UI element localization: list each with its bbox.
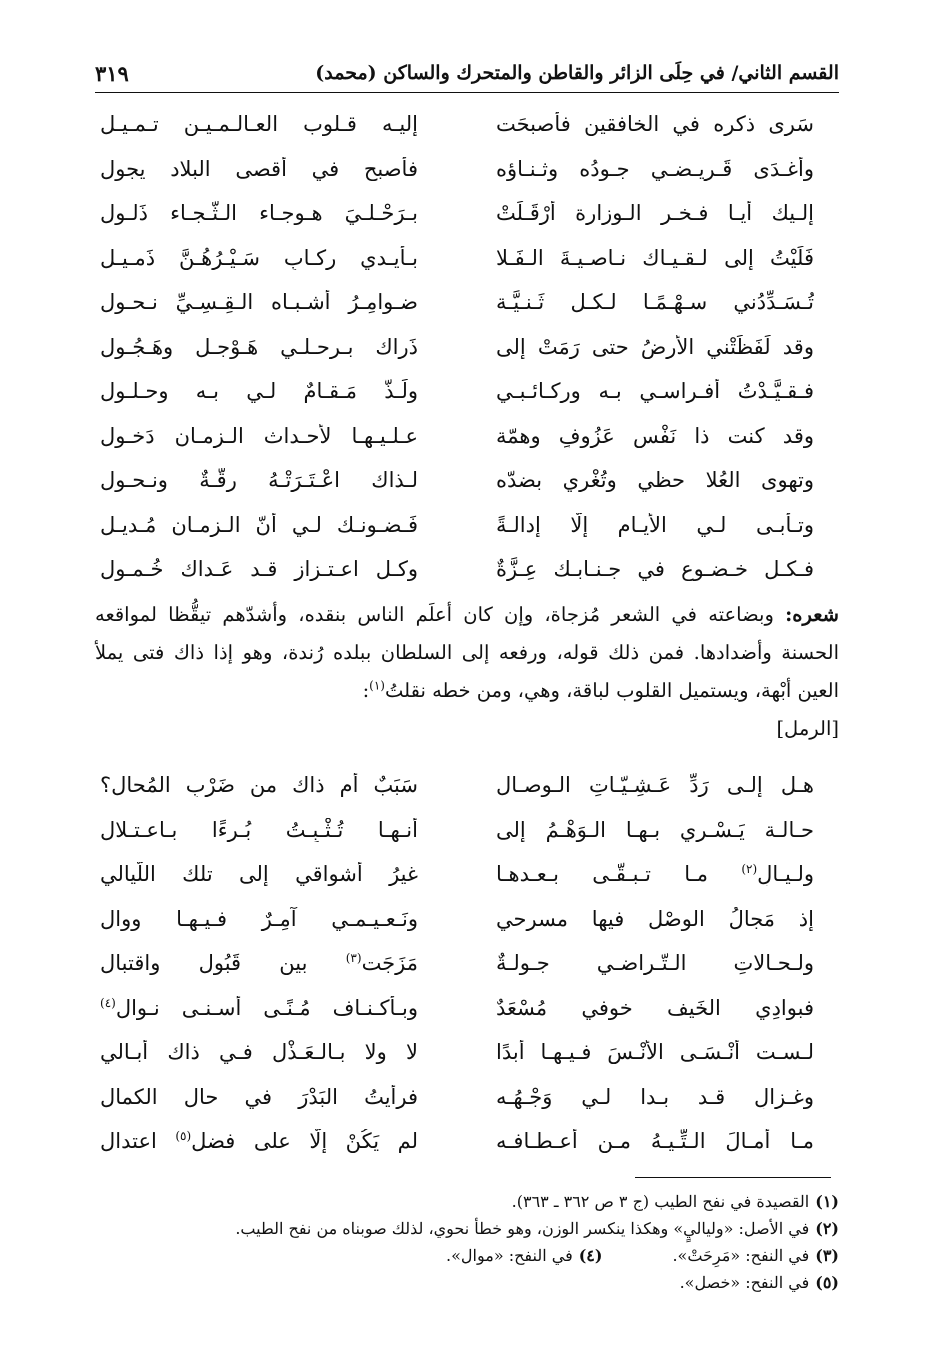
verse-line [95,763,839,808]
verse-second-hemistich: فأصبح في أقصى البلاد يجول [100,156,418,181]
verse-text: مَزَجَت [361,951,418,976]
verse-text: لم يَكُنْ إلّا على فضل [191,1129,418,1154]
verse-second-hemistich: إليـه قـلوب العـالـمـيـن تـمـيـل [100,112,418,137]
verse-line [95,102,839,147]
verse-second-hemistich: ذَراك بـرحـلـي هَـوْجـل وهَـجُـول [100,334,418,359]
verse-line [95,503,839,548]
verse-first-hemistich: وغـزالٍ قـد بـدا لـي وَجْـهُـه [496,1084,814,1109]
verse-line [95,458,839,503]
verse-first-hemistich: تُـسَـدِّدُني سـهْـمًـا لـكـل ثَـنـيَّـة [496,290,814,315]
verse-second-hemistich: غيرُ أشواقي إلى تلك اللّيالي [100,862,418,887]
prose-paragraph [95,596,839,748]
verse-line [95,547,839,592]
verse-text: وبـأكـنـاف مُـنًـى أسـنـى نـوال [115,995,418,1020]
verse-second-hemistich: فرأيتُ البَدْرَ في حال الكمال [100,1084,418,1109]
verse-second-hemistich [100,1129,418,1153]
verse-line [95,280,839,325]
verse-second-hemistich: عـلـيـهـا لأحـداث الـزمـان دَخـول [100,423,418,448]
footnote-number: (٥) [815,1273,839,1292]
verse-second-hemistich: بـرَحْـلـيَ هـوجـاء الـثَّـجـاء ذَلـول [100,201,418,226]
meter-label: [الرمل] [776,717,839,740]
verse-first-hemistich: فـقـيَّـدْتُ أفـراسـي بـه وركـائـبـي [496,379,814,404]
footnote-text: في الأصل: «ولياليٍ» وهكذا ينكسر الوزن، وهو خطأ نحوي، لذلك صوبناه من نفح الطيب. [235,1219,810,1238]
verse-first-hemistich: هـل إلـى رَدِّ عَـشِـيّـاتِ الـوصـالِ [496,773,814,798]
footnote-ref: (١) [369,678,385,693]
verse-line [95,1119,839,1164]
footnote-text: القصيدة في نفح الطيب (ج ٣ ص ٣٦٢ ـ ٣٦٣). [511,1192,810,1211]
footnote-2 [95,1215,839,1242]
verse-text: اعتدال [100,1129,176,1154]
verse-second-hemistich: وكـل اعـتـزازٍ قـد عَـداك خُـمـول [100,557,418,582]
verse-first-hemistich: وقد لَفَظَتْني الأرضُ حتى رَمَتْ إلى [496,334,814,359]
verse-line [95,191,839,236]
verse-line [95,986,839,1031]
footnote-ref: (٢) [741,862,758,877]
verse-second-hemistich: أنـهـا تُـثْـبِـتُ بُـرءًا بـاعـتـلالِ [100,817,418,842]
verse-second-hemistich: سَبَبٌ أم ذاك من ضَرْبِ المُحالِ؟ [100,773,418,798]
running-header [95,54,839,93]
footnote-pair [95,1242,839,1269]
verse-line [95,1030,839,1075]
footnote-4 [446,1242,602,1269]
verse-text: بين قَبُول واقتبال [100,951,346,976]
footnote-separator [635,1177,831,1178]
prose-text: وبضاعته في الشعر مُزجاة، وإن كان أعلَم الناس بنقده، وأشدّهم تيقُّظا لمواقعه الحسنة وأضدادها. فمن ذلك قوله، ورفعه إلى السلطان ببلده رُندة، وهو إذا ذاك فتى يملأ العين أبْهة، ويستميل القلوب لباقة، وهي، ومن خطه نقلتُ [95,603,839,702]
verse-first-hemistich: وتـأبـى لـي الأيـام إلّا إدالـةً [496,512,814,537]
footnote-number: (٣) [815,1246,839,1265]
verse-first-hemistich: ولـحـالاتِ الـتّـراضـي جـولـةٌ [496,951,814,976]
verse-second-hemistich: لـذاك اعْـتَـرَتْـهُ رِقَّـةٌ ونـحـول [100,468,418,493]
verse-second-hemistich: ولَـذَّ مَـقـامٌ لـي بـه وحـلـول [100,379,418,404]
verse-line [95,414,839,459]
verse-first-hemistich [496,862,814,886]
header-title: القسم الثاني/ في حِلَى الزائر والقاطن والمتحرك والساكن (محمد) [315,62,839,84]
verse-first-hemistich: فبوادِي الخَيف خوفي مُسْعَدٌ [496,995,814,1020]
footnote-ref: (٥) [175,1129,192,1144]
footnote-text: في النفح: «خصل». [679,1273,810,1292]
footnote-number: (١) [815,1192,839,1211]
verse-first-hemistich: وتهوى العُلا حظي وتُغْري بضدّه [496,468,814,493]
footnote-3 [672,1242,839,1269]
verse-first-hemistich: وأغـدَى قَـريـضـي جـودُه وثـنـاؤه [496,156,814,181]
verse-line [95,325,839,370]
verse-line [95,852,839,897]
verse-first-hemistich: وقد كنت ذا نَفْسٍ عَزُوفٍ وهمّة [496,423,814,448]
verse-line [95,808,839,853]
footnote-text: في النفح: «موال». [446,1246,573,1265]
verse-first-hemistich: مـا أمـالَ الـتِّـيـهُ مـن أعـطـافـه [496,1129,814,1154]
verse-line [95,941,839,986]
poem-2 [95,763,839,1164]
footnote-ref: (٣) [345,951,362,966]
footnote-number: (٤) [578,1246,603,1265]
footnote-1 [95,1188,839,1215]
verse-first-hemistich: إلـيك أيـا فـخـر الـوزارة أرْقَـلَتْ [496,201,814,226]
verse-line [95,369,839,414]
verse-second-hemistich: فَـضـونـك لـي أنّ الـزمـان مُـديـل [100,512,418,537]
verse-second-hemistich: لا ولا بـالـعَـذْل فـي ذاك أُبـالي [100,1040,418,1065]
verse-line [95,147,839,192]
verse-first-hemistich: حـالـة يَـسْـري بـهـا الـوَهْـمُ إلى [496,817,814,842]
verse-text: مـا تـبـقّـى بـعـدهـا [496,862,742,887]
prose-colon: : [362,679,370,702]
verse-second-hemistich: بـأيـدي رِكـابٍ سَـيْـرُهُـنَّ ذَمـيـل [100,245,418,270]
verse-second-hemistich: ضـوامِـرُ أشـبـاه الـقِـسِـيِّ نـحـول [100,290,418,315]
verse-first-hemistich: فَلَيْتُ إلى لـقـيـاك نـاصـيـةَ الـفَـلا [496,245,814,270]
verse-second-hemistich: ونَـعـيـمـي آمِـرٌ فـيـهـا ووال [100,906,418,931]
verse-line [95,236,839,281]
footnote-text: في النفح: «مَرِحَتْ». [672,1246,810,1265]
verse-first-hemistich: فـكـل خـضـوعٍ في جـنـابـك عِـزَّةٌ [496,557,814,582]
verse-text: ولـيـالٍ [757,862,814,887]
footnote-ref: (٤) [100,995,116,1010]
verse-first-hemistich: سَرى ذكره في الخافقين فأصبحَت [496,112,814,137]
page-number: ٣١٩ [95,60,129,86]
footnote-5 [95,1269,839,1296]
section-lead: شعره: [785,603,839,626]
verse-line [95,897,839,942]
footnote-number: (٢) [815,1219,839,1238]
verse-line [95,1075,839,1120]
verse-first-hemistich: لـسـت أنْـسَـى الأُنْـسَ فـيـهـا أبدًا [496,1040,814,1065]
poem-1 [95,102,839,592]
footnotes [95,1188,839,1296]
verse-first-hemistich: إذ مَجالُ الوصْلِ فيها مسرحي [496,906,814,931]
verse-second-hemistich [100,951,418,975]
verse-second-hemistich [100,996,418,1020]
